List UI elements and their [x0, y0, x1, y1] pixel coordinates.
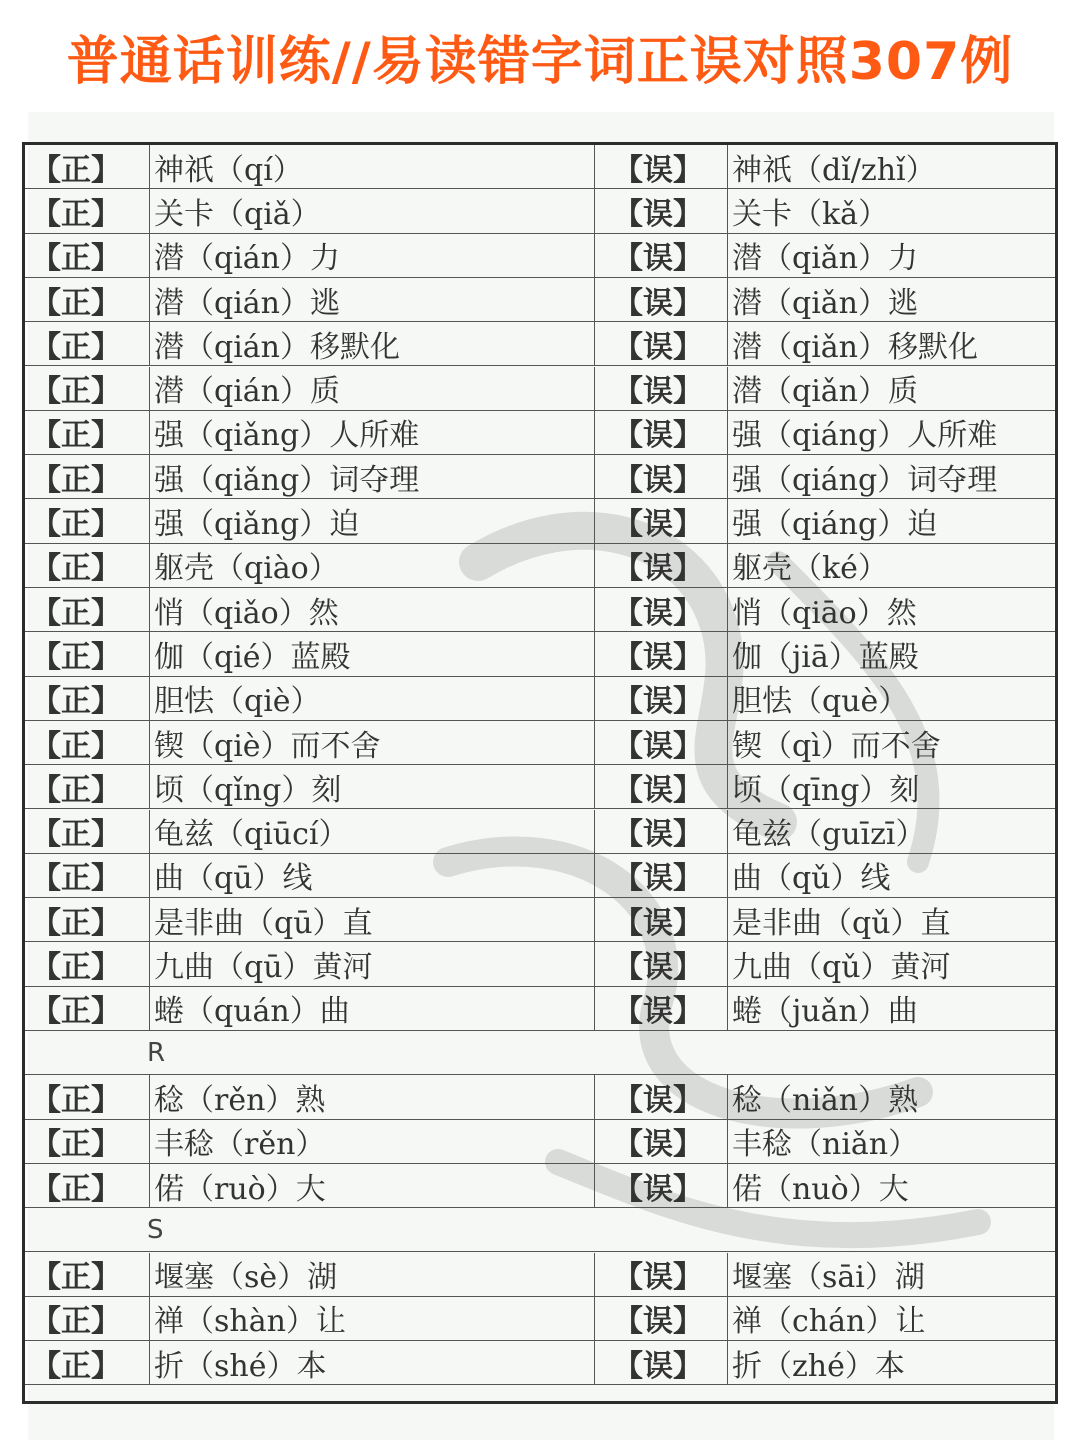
correct-word: 潜（qián）移默化: [149, 322, 594, 365]
table-row: [25, 898, 1055, 942]
wrong-word: 伽（jiā）蓝殿: [727, 632, 1055, 675]
wrong-tag: 【误】: [594, 234, 727, 277]
correct-tag: 【正】: [31, 994, 121, 1030]
correct-word: 折（shé）本: [149, 1341, 594, 1384]
correct-word: 蜷（quán）曲: [149, 987, 594, 1030]
wrong-tag: 【误】: [594, 942, 727, 985]
table-row: [25, 544, 1055, 588]
table-row: [25, 1075, 1055, 1119]
wrong-word: 禅（chán）让: [727, 1297, 1055, 1340]
table-row: [25, 189, 1055, 233]
correct-tag: 【正】: [31, 418, 121, 454]
wrong-word: 曲（qǔ）线: [727, 854, 1055, 897]
correct-tag: 【正】: [31, 1127, 121, 1163]
correct-word: 九曲（qū）黄河: [149, 942, 594, 985]
correct-tag: 【正】: [31, 728, 121, 764]
correct-tag: 【正】: [31, 639, 121, 675]
table-row: [25, 1164, 1055, 1208]
correct-tag: 【正】: [31, 551, 121, 587]
correct-word: 是非曲（qū）直: [149, 898, 594, 941]
wrong-word: 丰稔（niǎn）: [727, 1120, 1055, 1163]
wrong-word: 神祇（dǐ/zhǐ）: [727, 145, 1055, 188]
correct-tag: 【正】: [31, 285, 121, 321]
wrong-word: 九曲（qǔ）黄河: [727, 942, 1055, 985]
wrong-tag: 【误】: [594, 1297, 727, 1340]
table-row: [25, 1341, 1055, 1385]
correct-tag: 【正】: [31, 462, 121, 498]
table-row: [25, 632, 1055, 676]
correct-word: 潜（qián）力: [149, 234, 594, 277]
section-letter-row: [25, 1031, 1055, 1075]
wrong-tag: 【误】: [594, 721, 727, 764]
correct-word: 顷（qǐng）刻: [149, 765, 594, 808]
correct-tag: 【正】: [31, 1348, 121, 1384]
wrong-word: 躯壳（ké）: [727, 544, 1055, 587]
wrong-word: 偌（nuò）大: [727, 1164, 1055, 1207]
table-row: [25, 854, 1055, 898]
correct-tag: 【正】: [31, 861, 121, 897]
wrong-tag: 【误】: [594, 1120, 727, 1163]
correct-word: 丰稔（rěn）: [149, 1120, 594, 1163]
wrong-word: 强（qiáng）词夺理: [727, 455, 1055, 498]
wrong-word: 潜（qiǎn）质: [727, 367, 1055, 410]
table-row: [25, 987, 1055, 1031]
correct-tag: 【正】: [31, 241, 121, 277]
table-row: [25, 278, 1055, 322]
wrong-word: 顷（qīng）刻: [727, 765, 1055, 808]
wrong-tag: 【误】: [594, 1253, 727, 1296]
wrong-tag: 【误】: [594, 322, 727, 365]
correct-word: 龟兹（qiūcí）: [149, 810, 594, 853]
correct-word: 躯壳（qiào）: [149, 544, 594, 587]
wrong-word: 蜷（juǎn）曲: [727, 987, 1055, 1030]
wrong-tag: 【误】: [594, 189, 727, 232]
correct-word: 潜（qián）逃: [149, 278, 594, 321]
correct-tag: 【正】: [31, 374, 121, 410]
wrong-tag: 【误】: [594, 455, 727, 498]
correct-tag: 【正】: [31, 196, 121, 232]
correct-word: 神祇（qí）: [149, 145, 594, 188]
correct-word: 禅（shàn）让: [149, 1297, 594, 1340]
table-row: [25, 1253, 1055, 1297]
wrong-word: 潜（qiǎn）逃: [727, 278, 1055, 321]
wrong-word: 折（zhé）本: [727, 1341, 1055, 1384]
table-row: [25, 1297, 1055, 1341]
correct-word: 曲（qū）线: [149, 854, 594, 897]
section-letter-row: [25, 1208, 1055, 1252]
wrong-word: 关卡（kǎ）: [727, 189, 1055, 232]
correct-word: 潜（qián）质: [149, 367, 594, 410]
wrong-tag: 【误】: [594, 411, 727, 454]
correct-tag: 【正】: [31, 1260, 121, 1296]
correct-tag: 【正】: [31, 817, 121, 853]
wrong-word: 胆怯（què）: [727, 677, 1055, 720]
wrong-tag: 【误】: [594, 588, 727, 631]
wrong-word: 稔（niǎn）熟: [727, 1075, 1055, 1118]
correct-tag: 【正】: [31, 1304, 121, 1340]
wrong-word: 悄（qiāo）然: [727, 588, 1055, 631]
correct-word: 强（qiǎng）词夺理: [149, 455, 594, 498]
wrong-tag: 【误】: [594, 765, 727, 808]
table-row: [25, 455, 1055, 499]
correct-word: 堰塞（sè）湖: [149, 1253, 594, 1296]
wrong-tag: 【误】: [594, 499, 727, 542]
section-letter: R: [147, 1037, 166, 1068]
wrong-tag: 【误】: [594, 145, 727, 188]
correct-word: 强（qiǎng）人所难: [149, 411, 594, 454]
wrong-word: 是非曲（qǔ）直: [727, 898, 1055, 941]
wrong-word: 潜（qiǎn）力: [727, 234, 1055, 277]
correct-tag: 【正】: [31, 1171, 121, 1207]
wrong-tag: 【误】: [594, 278, 727, 321]
table-row: [25, 145, 1055, 189]
table-row: [25, 942, 1055, 986]
correct-word: 伽（qié）蓝殿: [149, 632, 594, 675]
wrong-tag: 【误】: [594, 367, 727, 410]
wrong-word: 锲（qì）而不舍: [727, 721, 1055, 764]
correct-word: 偌（ruò）大: [149, 1164, 594, 1207]
wrong-word: 堰塞（sāi）湖: [727, 1253, 1055, 1296]
table-row: [25, 499, 1055, 543]
wrong-tag: 【误】: [594, 632, 727, 675]
table-row: [25, 234, 1055, 278]
wrong-tag: 【误】: [594, 810, 727, 853]
table-row: [25, 1120, 1055, 1164]
wrong-tag: 【误】: [594, 1164, 727, 1207]
wrong-tag: 【误】: [594, 677, 727, 720]
table-row: [25, 588, 1055, 632]
correct-word: 稔（rěn）熟: [149, 1075, 594, 1118]
correct-tag: 【正】: [31, 684, 121, 720]
correct-tag: 【正】: [31, 772, 121, 808]
table-row: [25, 322, 1055, 366]
table-row: [25, 721, 1055, 765]
table-row: [25, 810, 1055, 854]
wrong-word: 强（qiáng）人所难: [727, 411, 1055, 454]
page-title: 普通话训练//易读错字词正误对照307例: [66, 32, 1014, 92]
correct-word: 胆怯（qiè）: [149, 677, 594, 720]
table-row: [25, 367, 1055, 411]
table-row: [25, 765, 1055, 809]
correct-word: 关卡（qiǎ）: [149, 189, 594, 232]
correct-tag: 【正】: [31, 1082, 121, 1118]
correct-tag: 【正】: [31, 905, 121, 941]
wrong-word: 强（qiáng）迫: [727, 499, 1055, 542]
correct-tag: 【正】: [31, 329, 121, 365]
correct-word: 强（qiǎng）迫: [149, 499, 594, 542]
correct-tag: 【正】: [31, 950, 121, 986]
correct-word: 锲（qiè）而不舍: [149, 721, 594, 764]
wrong-tag: 【误】: [594, 1075, 727, 1118]
correct-tag: 【正】: [31, 595, 121, 631]
wrong-tag: 【误】: [594, 987, 727, 1030]
section-letter: S: [147, 1214, 164, 1245]
correct-word: 悄（qiǎo）然: [149, 588, 594, 631]
wrong-word: 龟兹（guīzī）: [727, 810, 1055, 853]
wrong-tag: 【误】: [594, 854, 727, 897]
correct-tag: 【正】: [31, 152, 121, 188]
wrong-tag: 【误】: [594, 544, 727, 587]
correct-tag: 【正】: [31, 507, 121, 543]
table-row: [25, 411, 1055, 455]
wrong-tag: 【误】: [594, 898, 727, 941]
wrong-word: 潜（qiǎn）移默化: [727, 322, 1055, 365]
comparison-table: [22, 142, 1058, 1404]
table-row: [25, 677, 1055, 721]
wrong-tag: 【误】: [594, 1341, 727, 1384]
